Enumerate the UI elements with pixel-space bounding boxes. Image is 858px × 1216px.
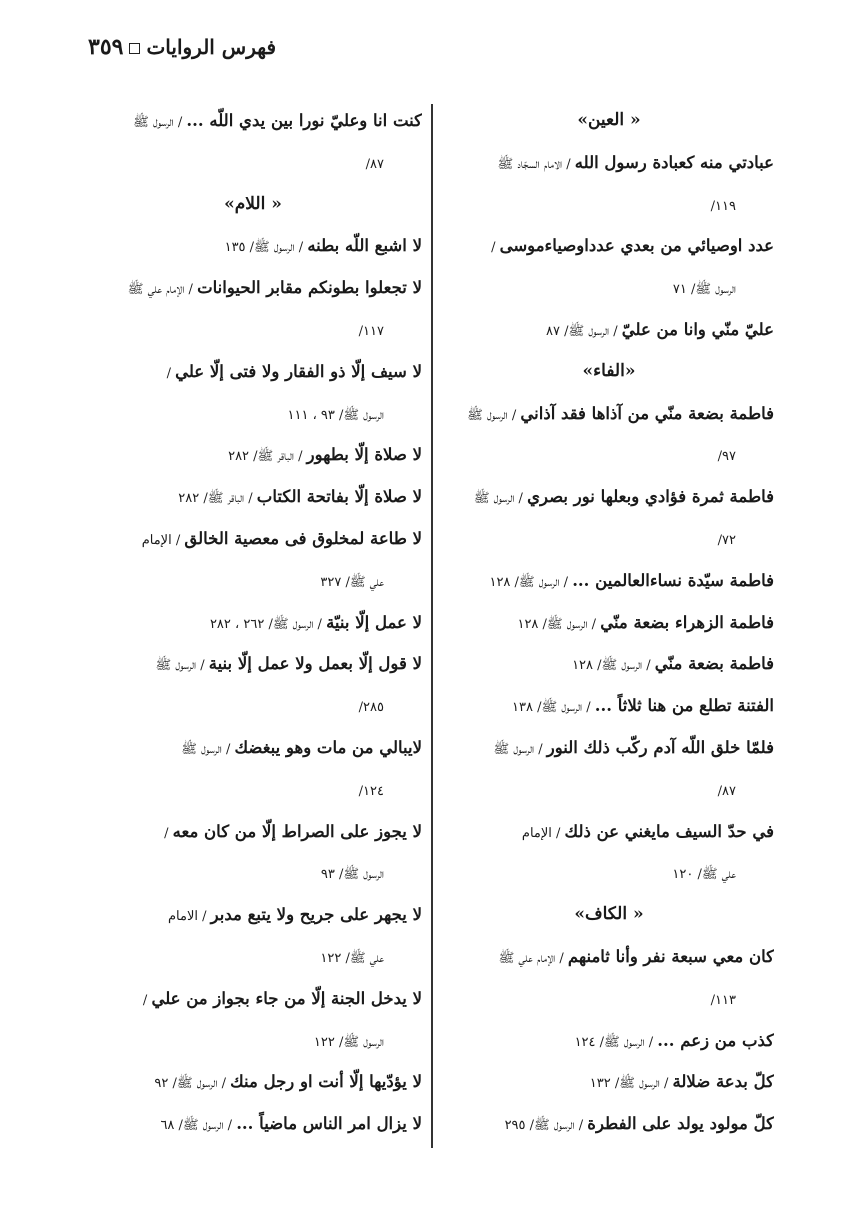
- narration-source: / الرسول ﷺ/ ٩٢: [154, 1076, 231, 1092]
- narration-source: / الرسول ﷺ/ ١٣٥: [224, 240, 308, 256]
- narration-source: / الرسول ﷺ/ ١٢٨: [572, 658, 655, 674]
- narration-text: الفتنة تطلع من هنا ثلاثاً ...: [594, 696, 774, 716]
- narration-text: عليّ منّي وانا من عليّ: [621, 319, 774, 339]
- page-header: [82, 34, 382, 70]
- index-entry: [444, 476, 774, 518]
- index-entry: [444, 142, 774, 184]
- narration-source: /: [164, 825, 173, 841]
- narration-source: / الرسول ﷺ: [155, 658, 209, 674]
- narration-source: الرسول ﷺ/ ٩٣: [320, 867, 384, 883]
- running-head: [82, 34, 276, 60]
- index-entry: [84, 643, 422, 685]
- narration-text: لا يؤدّيها إلّا أنت او رجل منك: [230, 1072, 422, 1092]
- narration-text: فاطمة سيّدة نساءالعالمين ...: [572, 570, 774, 590]
- narration-source: ١١٣/: [710, 992, 736, 1008]
- narration-text: فاطمة الزهراء بضعة منّي: [600, 612, 774, 632]
- narration-source: / الرسول ﷺ/ ٦٨: [160, 1118, 237, 1134]
- index-entry: [444, 1061, 774, 1103]
- narration-source: / الرسول ﷺ/ ١٢٨: [517, 616, 601, 632]
- narration-source: ٨٧/: [365, 156, 384, 172]
- narration-text: كلّ مولود يولد على الفطرة: [587, 1114, 774, 1134]
- entry-continuation: [444, 267, 774, 309]
- narration-text: فاطمة بضعة منّي من آذاها فقد آذاني: [520, 403, 774, 423]
- entry-continuation: [84, 309, 422, 351]
- narration-source: ١٢٤/: [358, 783, 384, 799]
- narration-source: / الباقر ﷺ/ ٢٨٢: [178, 491, 257, 507]
- narration-source: الرسول ﷺ/ ٩٣ ، ١١١: [287, 407, 384, 423]
- index-entry: [84, 978, 422, 1020]
- entry-continuation: [444, 434, 774, 476]
- narration-source: / الإمام: [521, 825, 565, 841]
- narration-text: فاطمة ثمرة فؤادي وبعلها نور بصري: [527, 487, 774, 507]
- narration-text: في حدّ السيف مايغني عن ذلك: [564, 821, 774, 841]
- narration-source: / الرسول ﷺ/ ١٣٢: [589, 1076, 673, 1092]
- narration-source: علي ﷺ/ ٣٢٧: [320, 574, 384, 590]
- index-entry: [444, 1103, 774, 1145]
- narration-text: عدد اوصيائي من بعدي عدداوصياءموسى: [499, 236, 774, 256]
- index-entry: [444, 309, 774, 351]
- index-entry: [84, 1061, 422, 1103]
- entry-continuation: [84, 685, 422, 727]
- index-entry: [84, 727, 422, 769]
- narration-source: / الامام السجّاد ﷺ: [497, 156, 575, 172]
- index-entry: [444, 811, 774, 853]
- index-entry: [444, 225, 774, 267]
- index-entry: [84, 476, 422, 518]
- narration-source: / الرسول ﷺ/ ٢٦٢ ، ٢٨٢: [209, 616, 327, 632]
- index-entry: [444, 643, 774, 685]
- index-entry: [84, 225, 422, 267]
- narration-source: / الرسول ﷺ: [473, 491, 528, 507]
- narration-text: لا يجوز على الصراط إلّا من كان معه: [172, 821, 422, 841]
- narration-text: لا قول إلّا بعمل ولا عمل إلّا بنية: [208, 654, 422, 674]
- narration-source: /: [142, 992, 152, 1008]
- index-entry: [84, 602, 422, 644]
- section-heading: « العين»: [577, 110, 641, 130]
- narration-source: / الإمام علي ﷺ: [127, 282, 198, 298]
- square-ornament-icon: [129, 43, 140, 54]
- narration-source: / الرسول ﷺ/ ١٢٤: [574, 1034, 658, 1050]
- narration-source: / الباقر ﷺ/ ٢٨٢: [228, 449, 307, 465]
- narration-text: عبادتي منه كعبادة رسول الله: [574, 152, 774, 172]
- narration-text: كذب من زعم ...: [657, 1030, 774, 1050]
- section-heading: « الكاف»: [574, 904, 644, 925]
- index-entry: [444, 685, 774, 727]
- narration-text: كلّ بدعة ضلالة: [672, 1072, 774, 1092]
- entry-continuation: [84, 393, 422, 435]
- narration-source: / الإمام: [141, 532, 185, 548]
- index-entry: [84, 518, 422, 560]
- narration-text: لا صلاة إلّا بطهور: [306, 445, 422, 465]
- index-entry: [84, 894, 422, 936]
- narration-text: فلمّا خلق اللّه آدم ركّب ذلك النور: [546, 737, 774, 757]
- entry-continuation: [84, 936, 422, 978]
- index-entry: [84, 434, 422, 476]
- index-entry: [84, 811, 422, 853]
- narration-text: لا اشبع اللّه بطنه: [307, 236, 422, 256]
- entry-continuation: [444, 978, 774, 1020]
- narration-text: لا طاعة لمخلوق فى معصية الخالق: [184, 528, 422, 548]
- narration-text: لا سيف إلّا ذو الفقار ولا فتى إلّا علي: [175, 361, 422, 381]
- page-number: ٣٥٩: [88, 34, 124, 60]
- entry-continuation: [84, 852, 422, 894]
- narration-source: / الرسول ﷺ/ ١٣٨: [512, 700, 595, 716]
- entry-continuation: [444, 518, 774, 560]
- narration-source: / الرسول ﷺ/ ٢٩٥: [504, 1118, 588, 1134]
- narration-text: لا صلاة إلّا بفاتحة الكتاب: [256, 487, 422, 507]
- narration-text: لايبالي من مات وهو يبغضك: [234, 737, 422, 757]
- narration-source: ٩٧/: [717, 449, 736, 465]
- narration-text: لا يزال امر الناس ماضياً ...: [236, 1114, 422, 1134]
- index-entry: [84, 100, 422, 142]
- narration-source: / الرسول ﷺ/ ٨٧: [546, 323, 622, 339]
- narration-source: / الرسول ﷺ: [133, 115, 187, 130]
- entry-continuation: [84, 560, 422, 602]
- index-entry: [444, 727, 774, 769]
- index-entry: [444, 1020, 774, 1062]
- narration-source: ١١٧/: [358, 323, 384, 339]
- narration-text: لا يجهر على جريح ولا يتبع مدبر: [210, 905, 422, 925]
- index-entry: [444, 602, 774, 644]
- narration-source: الرسول ﷺ/ ٧١: [672, 282, 736, 298]
- narration-source: /: [166, 365, 176, 381]
- narration-source: / الرسول ﷺ: [467, 407, 521, 423]
- index-entry: [444, 560, 774, 602]
- index-column-right: [444, 100, 774, 1145]
- entry-continuation: [444, 852, 774, 894]
- narration-source: الرسول ﷺ/ ١٢٢: [313, 1034, 384, 1050]
- narration-source: ٢٨٥/: [358, 700, 384, 716]
- section-heading: « اللام»: [224, 193, 282, 214]
- index-entry: [84, 267, 422, 309]
- narration-text: كان معي سبعة نفر وأنا ثامنهم: [567, 946, 774, 966]
- narration-source: /: [491, 240, 500, 256]
- narration-source: ١١٩/: [710, 198, 736, 214]
- narration-text: لا تجعلوا بطونكم مقابر الحيوانات: [197, 278, 422, 298]
- narration-text: لا يدخل الجنة إلّا من جاء بجواز من علي: [151, 988, 422, 1008]
- entry-continuation: [444, 184, 774, 226]
- header-title: فهرس الروايات: [146, 35, 277, 59]
- narration-source: علي ﷺ/ ١٢٢: [320, 950, 384, 966]
- narration-text: لا عمل إلّا بنيّة: [326, 612, 422, 632]
- narration-source: / الرسول ﷺ: [493, 741, 547, 757]
- narration-source: / الرسول ﷺ: [181, 741, 235, 757]
- narration-text: فاطمة بضعة منّي: [654, 654, 774, 674]
- entry-continuation: [84, 769, 422, 811]
- narration-source: / الرسول ﷺ/ ١٢٨: [489, 574, 573, 590]
- narration-source: / الامام: [168, 909, 211, 925]
- entry-continuation: [84, 142, 422, 184]
- index-entry: [84, 351, 422, 393]
- index-entry: [84, 1103, 422, 1145]
- narration-source: ٧٢/: [717, 532, 736, 548]
- entry-continuation: [444, 769, 774, 811]
- index-column-left: [84, 100, 422, 1145]
- column-divider: [431, 104, 433, 1148]
- narration-text: كنت انا وعليّ نورا بين يدي اللّه ...: [186, 111, 422, 130]
- section-heading: «الفاء»: [582, 360, 636, 381]
- index-entry: [444, 936, 774, 978]
- narration-source: / الإمام علي ﷺ: [498, 950, 568, 966]
- narration-source: ٨٧/: [717, 783, 736, 799]
- entry-continuation: [84, 1020, 422, 1062]
- narration-source: علي ﷺ/ ١٢٠: [672, 867, 736, 883]
- index-entry: [444, 393, 774, 435]
